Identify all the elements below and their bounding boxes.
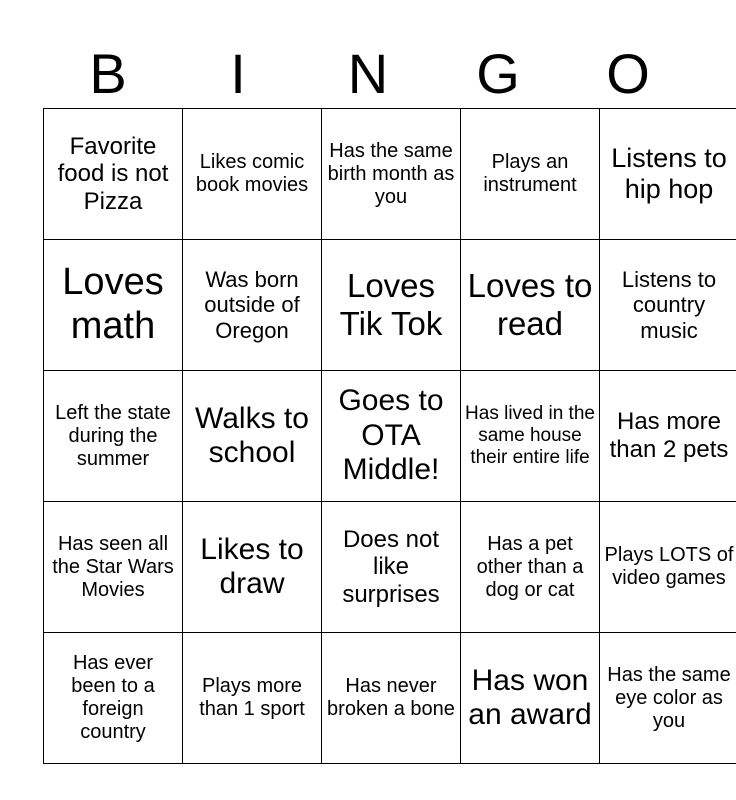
bingo-cell-b3: Left the state during the summer (44, 371, 183, 502)
bingo-cell-i5: Plays more than 1 sport (183, 633, 322, 764)
bingo-cell-i3: Walks to school (183, 371, 322, 502)
bingo-cell-i4: Likes to draw (183, 502, 322, 633)
bingo-cell-g3: Has lived in the same house their entire life (461, 371, 600, 502)
header-letter-n: N (347, 42, 389, 105)
bingo-cell-b1: Favorite food is not Pizza (44, 109, 183, 240)
bingo-cell-g4: Has a pet other than a dog or cat (461, 502, 600, 633)
bingo-header (43, 40, 693, 108)
header-letter-g: G (476, 42, 520, 105)
bingo-cell-n1: Has the same birth month as you (322, 109, 461, 240)
grid-row-4 (44, 502, 736, 633)
bingo-cell-o4: Plays LOTS of video games (600, 502, 736, 633)
bingo-cell-i2: Was born outside of Oregon (183, 240, 322, 371)
grid-row-3 (44, 371, 736, 502)
bingo-cell-g2: Loves to read (461, 240, 600, 371)
bingo-cell-b5: Has ever been to a foreign country (44, 633, 183, 764)
header-letter-b: B (89, 42, 127, 105)
bingo-cell-b4: Has seen all the Star Wars Movies (44, 502, 183, 633)
grid-row-5 (44, 633, 736, 764)
bingo-card-grid (43, 108, 736, 764)
bingo-cell-n2: Loves Tik Tok (322, 240, 461, 371)
bingo-cell-i1: Likes comic book movies (183, 109, 322, 240)
header-letter-o: O (606, 42, 650, 105)
bingo-cell-n3: Goes to OTA Middle! (322, 371, 461, 502)
bingo-cell-o2: Listens to country music (600, 240, 736, 371)
bingo-cell-g1: Plays an instrument (461, 109, 600, 240)
grid-row-1 (44, 109, 736, 240)
bingo-cell-o1: Listens to hip hop (600, 109, 736, 240)
bingo-cell-n5: Has never broken a bone (322, 633, 461, 764)
header-letter-i: I (230, 42, 246, 105)
bingo-cell-n4: Does not like surprises (322, 502, 461, 633)
bingo-cell-o5: Has the same eye color as you (600, 633, 736, 764)
grid-row-2 (44, 240, 736, 371)
bingo-cell-g5: Has won an award (461, 633, 600, 764)
bingo-cell-b2: Loves math (44, 240, 183, 371)
bingo-cell-o3: Has more than 2 pets (600, 371, 736, 502)
